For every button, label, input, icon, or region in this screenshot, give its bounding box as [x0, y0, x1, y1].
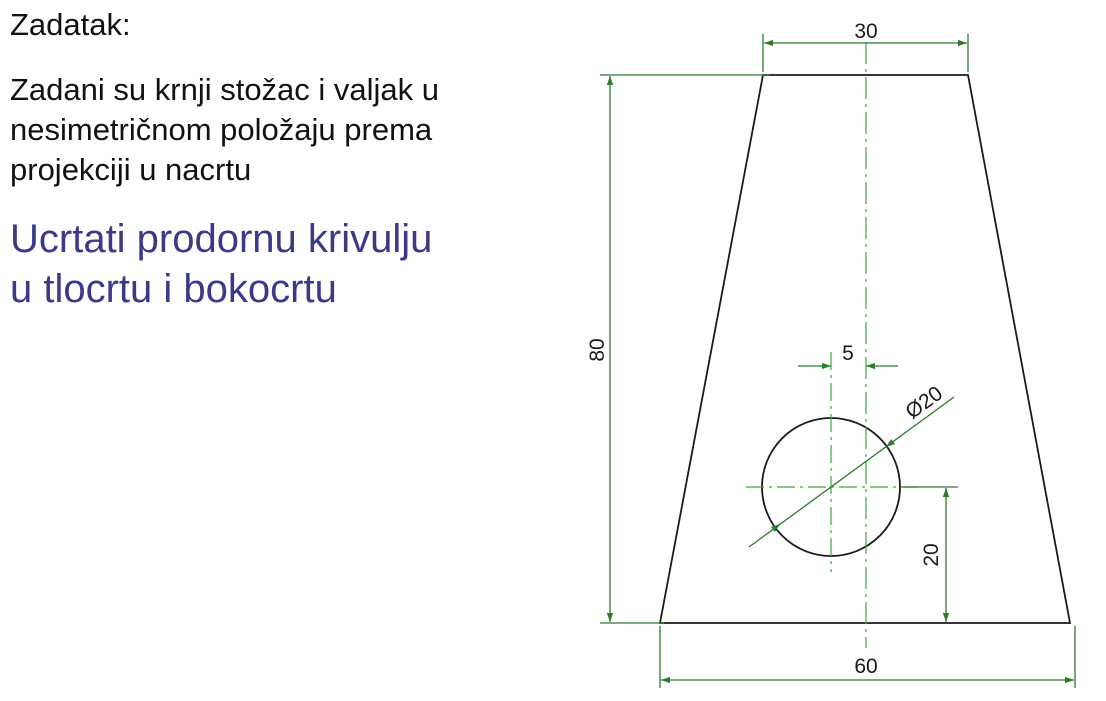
- dimension-height-label: 80: [586, 338, 609, 362]
- description-line: Zadani su krnji stožac i valjak u: [10, 72, 440, 107]
- instruction-line: u tlocrtu i bokocrtu: [10, 267, 337, 311]
- task-heading: Zadatak:: [10, 7, 131, 42]
- dimension-diameter-label: Ø20: [901, 381, 947, 424]
- dimension-offset-label: 5: [842, 342, 854, 365]
- dimension-bottom-width: [660, 626, 1075, 688]
- dimension-offset: [798, 342, 898, 366]
- dimension-top-width-label: 30: [854, 20, 878, 43]
- description-line: nesimetričnom položaju prema: [10, 112, 433, 147]
- dimension-bottom-width-label: 60: [854, 655, 878, 678]
- frustum-outline: [660, 75, 1070, 623]
- description-line: projekciji u nacrtu: [10, 152, 252, 187]
- dimension-height: [586, 75, 770, 623]
- dimension-hole-height: [902, 487, 958, 622]
- dimension-diameter: [749, 382, 954, 547]
- dimension-hole-height-label: 20: [920, 543, 943, 567]
- instruction-line: Ucrtati prodornu krivulju: [10, 217, 433, 261]
